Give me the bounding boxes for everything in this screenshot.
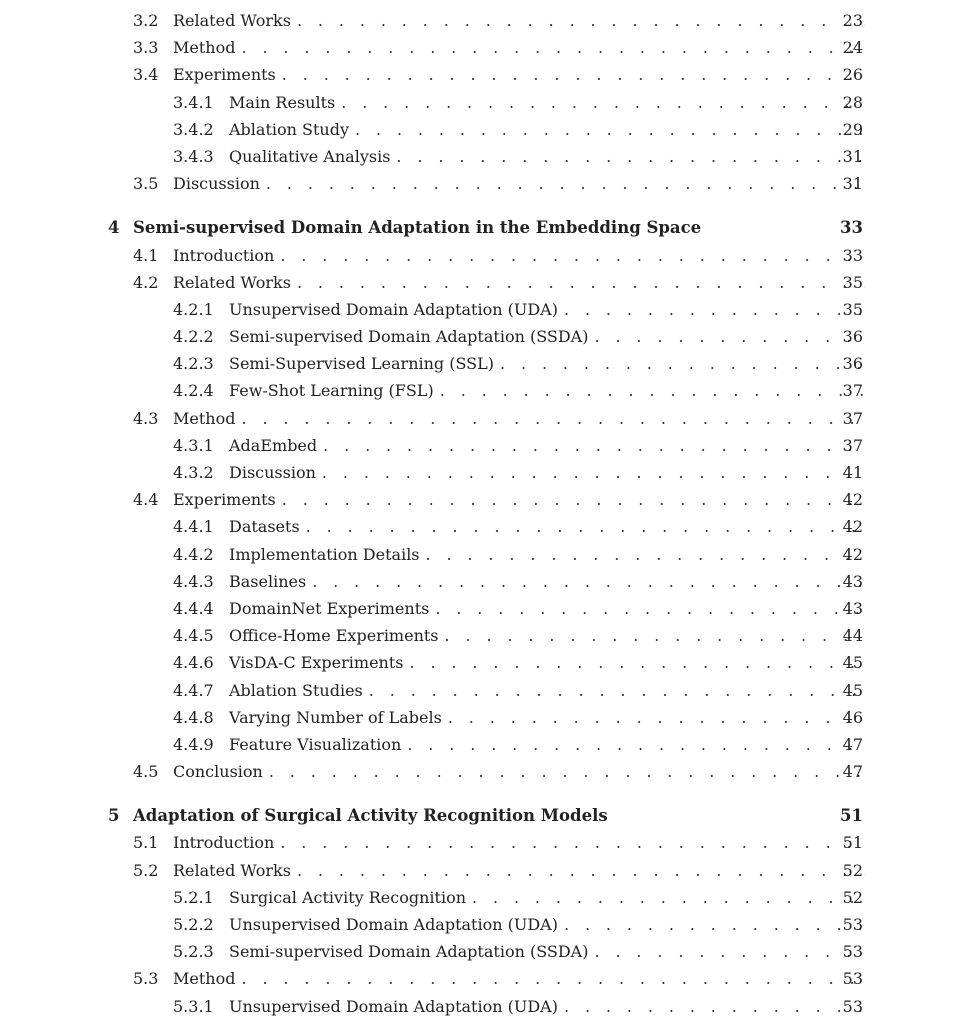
toc-entry-title: VisDA-C Experiments [229, 649, 409, 676]
toc-entry-title: Unsupervised Domain Adaptation (UDA) [229, 911, 564, 938]
dot-leader [369, 677, 865, 704]
toc-entry-title: Implementation Details [229, 541, 426, 568]
toc-entry-number: 5.2.1 [173, 887, 214, 907]
toc-entry-title-wrap [229, 677, 865, 704]
toc-entry-subsection[interactable] [0, 938, 965, 965]
toc-entry-page-number: 47 [842, 762, 863, 782]
dot-leader [445, 622, 865, 649]
toc-entry-title: Discussion [229, 459, 322, 486]
dot-leader [500, 350, 865, 377]
toc-entry-page-number: 44 [842, 626, 863, 646]
toc-entry-title: Few-Shot Learning (FSL) [229, 377, 440, 404]
toc-entry-page-number: 29 [842, 119, 863, 139]
toc-entry-page-number: 51 [840, 806, 863, 826]
dot-leader [594, 938, 865, 965]
toc-entry-subsection[interactable] [0, 459, 965, 486]
toc-entry-title-wrap [229, 323, 865, 350]
toc-entry-number: 3.4.1 [173, 92, 214, 112]
toc-entry-page-number: 37 [842, 381, 863, 401]
chapter-spacer [0, 785, 965, 802]
toc-entry-title-wrap [173, 486, 865, 513]
toc-entry-title: Discussion [173, 170, 266, 197]
dot-leader [355, 116, 865, 143]
toc-entry-number: 3.5 [133, 174, 159, 194]
toc-entry-subsection[interactable] [0, 884, 965, 911]
dot-leader [282, 486, 865, 513]
toc-entry-title-wrap [133, 214, 865, 241]
toc-entry-page-number: 23 [842, 11, 863, 30]
table-of-contents [0, 7, 965, 1020]
dot-leader [269, 758, 865, 785]
toc-entry-subsection[interactable] [0, 89, 965, 116]
toc-entry-title: Ablation Studies [229, 677, 369, 704]
dot-leader [266, 170, 865, 197]
dot-leader [594, 323, 865, 350]
toc-entry-subsection[interactable] [0, 116, 965, 143]
toc-entry-number: 4.2.1 [173, 299, 214, 319]
toc-entry-number: 5.3.1 [173, 996, 214, 1016]
toc-entry-number: 4.3.2 [173, 463, 214, 482]
dot-leader [241, 405, 865, 432]
toc-entry-title-wrap [229, 541, 865, 568]
chapter-spacer [0, 197, 965, 214]
dot-leader [472, 884, 865, 911]
toc-entry-page-number: 47 [842, 734, 863, 754]
toc-entry-title: Related Works [173, 269, 297, 296]
toc-entry-page-number: 24 [842, 38, 863, 58]
dot-leader [241, 34, 865, 61]
toc-entry-page-number: 28 [842, 92, 863, 112]
dot-leader [306, 513, 865, 540]
toc-entry-title: Unsupervised Domain Adaptation (UDA) [229, 296, 564, 323]
toc-entry-number: 5.2.3 [173, 942, 214, 962]
toc-entry-title-wrap [229, 884, 865, 911]
dot-leader [297, 857, 865, 884]
toc-entry-number: 4.1 [133, 245, 159, 265]
toc-entry-section[interactable] [0, 857, 965, 884]
toc-entry-title-wrap [173, 7, 865, 34]
toc-entry-subsection[interactable] [0, 377, 965, 404]
toc-entry-title-wrap [229, 350, 865, 377]
toc-entry-page-number: 52 [842, 887, 863, 907]
toc-entry-page-number: 35 [842, 299, 863, 319]
toc-entry-page-number: 53 [842, 915, 863, 934]
toc-entry-title-wrap [173, 170, 865, 197]
toc-entry-title-wrap [229, 459, 865, 486]
toc-entry-number: 5.2.2 [173, 915, 214, 934]
toc-entry-section[interactable] [0, 269, 965, 296]
toc-entry-number: 4.4.8 [173, 707, 214, 727]
toc-entry-number: 4.3.1 [173, 435, 214, 455]
toc-entry-subsection[interactable] [0, 622, 965, 649]
toc-entry-page-number: 35 [842, 272, 863, 292]
toc-entry-title-wrap [173, 61, 865, 88]
dot-leader [241, 965, 865, 992]
toc-entry-number: 3.4.2 [173, 119, 214, 139]
toc-entry-title: Surgical Activity Recognition [229, 884, 472, 911]
toc-entry-page-number: 33 [840, 218, 863, 238]
toc-entry-page-number: 53 [842, 996, 863, 1016]
toc-entry-title: DomainNet Experiments [229, 595, 435, 622]
toc-entry-title: Feature Visualization [229, 731, 407, 758]
toc-entry-subsection[interactable] [0, 432, 965, 459]
toc-entry-number: 5.1 [133, 833, 159, 853]
toc-entry-number: 3.4.3 [173, 146, 214, 166]
toc-entry-number: 4 [108, 218, 120, 238]
toc-entry-title: AdaEmbed [229, 432, 323, 459]
toc-entry-subsection[interactable] [0, 350, 965, 377]
toc-entry-page-number: 31 [842, 174, 863, 194]
toc-entry-subsection[interactable] [0, 541, 965, 568]
dot-leader [312, 568, 865, 595]
toc-entry-title: Method [173, 965, 241, 992]
toc-entry-title: Method [173, 405, 241, 432]
toc-entry-title: Introduction [173, 242, 280, 269]
toc-entry-title: Main Results [229, 89, 341, 116]
toc-entry-page-number: 52 [842, 860, 863, 880]
toc-entry-number: 3.2 [133, 11, 159, 30]
toc-entry-section[interactable] [0, 405, 965, 432]
toc-entry-title-wrap [173, 269, 865, 296]
toc-entry-subsection[interactable] [0, 568, 965, 595]
toc-entry-title: Varying Number of Labels [229, 704, 448, 731]
toc-entry-number: 4.4.2 [173, 544, 214, 564]
dot-leader [564, 296, 865, 323]
dot-leader [280, 829, 865, 856]
toc-entry-title-wrap [133, 802, 865, 829]
dot-leader [322, 459, 865, 486]
toc-entry-page-number: 36 [842, 327, 863, 347]
dot-leader [323, 432, 865, 459]
dot-leader [282, 61, 865, 88]
toc-entry-subsection[interactable] [0, 993, 965, 1020]
toc-entry-title: Semi-supervised Domain Adaptation (SSDA) [229, 938, 594, 965]
dot-leader [564, 993, 865, 1020]
toc-entry-title-wrap [229, 568, 865, 595]
toc-entry-title: Semi-Supervised Learning (SSL) [229, 350, 500, 377]
toc-entry-section[interactable] [0, 829, 965, 856]
toc-entry-title: Baselines [229, 568, 312, 595]
dot-leader [564, 911, 865, 938]
toc-entry-title: Ablation Study [229, 116, 355, 143]
dot-leader [341, 89, 865, 116]
toc-entry-number: 3.3 [133, 38, 159, 58]
toc-entry-title: Related Works [173, 857, 297, 884]
dot-leader [435, 595, 865, 622]
toc-entry-title-wrap [173, 758, 865, 785]
toc-entry-subsection[interactable] [0, 595, 965, 622]
toc-entry-number: 4.4.5 [173, 626, 214, 646]
toc-entry-section[interactable] [0, 7, 965, 34]
toc-entry-title: Unsupervised Domain Adaptation (UDA) [229, 993, 564, 1020]
toc-entry-title-wrap [229, 731, 865, 758]
toc-entry-section[interactable] [0, 965, 965, 992]
toc-entry-title-wrap [229, 89, 865, 116]
dot-leader [297, 269, 865, 296]
toc-entry-title-wrap [229, 993, 865, 1020]
toc-entry-title: Experiments [173, 486, 282, 513]
toc-entry-subsection[interactable] [0, 513, 965, 540]
toc-entry-page-number: 37 [842, 435, 863, 455]
toc-entry-page-number: 42 [842, 490, 863, 510]
toc-entry-subsection[interactable] [0, 677, 965, 704]
toc-entry-title-wrap [173, 405, 865, 432]
toc-entry-title-wrap [229, 296, 865, 323]
toc-entry-page-number: 45 [842, 653, 863, 673]
toc-entry-page-number: 42 [842, 544, 863, 564]
toc-entry-subsection[interactable] [0, 649, 965, 676]
toc-entry-number: 5.2 [133, 860, 159, 880]
toc-entry-title-wrap [173, 965, 865, 992]
toc-entry-number: 4.5 [133, 762, 159, 782]
toc-entry-subsection[interactable] [0, 143, 965, 170]
toc-entry-page-number: 26 [842, 65, 863, 85]
toc-entry-number: 4.4.1 [173, 517, 214, 537]
dot-leader [280, 242, 865, 269]
toc-entry-title: Semi-supervised Domain Adaptation in the Embedding Space [133, 214, 707, 241]
toc-entry-page-number: 43 [842, 598, 863, 618]
toc-entry-number: 4.2 [133, 272, 159, 292]
dot-leader [440, 377, 865, 404]
toc-entry-title: Experiments [173, 61, 282, 88]
dot-leader [426, 541, 865, 568]
toc-entry-page-number: 46 [842, 707, 863, 727]
dot-leader [407, 731, 865, 758]
dot-leader [409, 649, 865, 676]
toc-entry-number: 4.2.3 [173, 354, 214, 374]
toc-entry-title-wrap [173, 242, 865, 269]
toc-entry-title: Introduction [173, 829, 280, 856]
dot-leader [448, 704, 865, 731]
toc-entry-title-wrap [229, 432, 865, 459]
toc-entry-number: 4.3 [133, 408, 159, 428]
toc-entry-number: 4.2.4 [173, 381, 214, 401]
toc-entry-number: 4.2.2 [173, 327, 214, 347]
toc-entry-subsection[interactable] [0, 704, 965, 731]
toc-entry-section[interactable] [0, 34, 965, 61]
toc-entry-title-wrap [229, 143, 865, 170]
toc-entry-chapter[interactable] [0, 802, 965, 829]
toc-entry-section[interactable] [0, 61, 965, 88]
toc-entry-title-wrap [229, 116, 865, 143]
toc-entry-title: Semi-supervised Domain Adaptation (SSDA) [229, 323, 594, 350]
toc-entry-section[interactable] [0, 170, 965, 197]
toc-entry-section[interactable] [0, 486, 965, 513]
toc-entry-page-number: 53 [842, 969, 863, 989]
toc-entry-section[interactable] [0, 758, 965, 785]
toc-entry-subsection[interactable] [0, 731, 965, 758]
toc-entry-page-number: 45 [842, 680, 863, 700]
toc-entry-title-wrap [229, 938, 865, 965]
toc-entry-number: 4.4.3 [173, 571, 214, 591]
toc-entry-number: 4.4 [133, 490, 159, 510]
toc-entry-section[interactable] [0, 242, 965, 269]
toc-entry-page-number: 36 [842, 354, 863, 374]
toc-entry-chapter[interactable] [0, 214, 965, 241]
toc-entry-title-wrap [173, 34, 865, 61]
toc-entry-title: Conclusion [173, 758, 269, 785]
toc-entry-title-wrap [229, 595, 865, 622]
toc-entry-number: 4.4.9 [173, 734, 214, 754]
toc-entry-number: 5 [108, 806, 120, 826]
toc-entry-page-number: 43 [842, 571, 863, 591]
toc-entry-number: 4.4.4 [173, 598, 214, 618]
toc-entry-title-wrap [229, 649, 865, 676]
toc-entry-title-wrap [173, 829, 865, 856]
toc-entry-title-wrap [229, 513, 865, 540]
toc-entry-page-number: 51 [842, 833, 863, 853]
dot-leader [297, 7, 865, 34]
toc-entry-page-number: 53 [842, 942, 863, 962]
toc-entry-number: 3.4 [133, 65, 159, 85]
toc-entry-number: 4.4.7 [173, 680, 214, 700]
toc-entry-subsection[interactable] [0, 323, 965, 350]
toc-entry-title: Datasets [229, 513, 306, 540]
toc-entry-title: Method [173, 34, 241, 61]
toc-entry-page-number: 31 [842, 146, 863, 166]
toc-entry-title-wrap [173, 857, 865, 884]
toc-entry-subsection[interactable] [0, 296, 965, 323]
toc-entry-title-wrap [229, 911, 865, 938]
toc-entry-title: Related Works [173, 7, 297, 34]
toc-entry-subsection[interactable] [0, 911, 965, 938]
toc-entry-title-wrap [229, 377, 865, 404]
toc-entry-title: Qualitative Analysis [229, 143, 396, 170]
toc-entry-page-number: 37 [842, 408, 863, 428]
toc-entry-number: 4.4.6 [173, 653, 214, 673]
toc-entry-title: Adaptation of Surgical Activity Recognition Models [133, 802, 614, 829]
toc-entry-title: Office-Home Experiments [229, 622, 445, 649]
toc-entry-page-number: 33 [842, 245, 863, 265]
toc-entry-page-number: 42 [842, 517, 863, 537]
toc-entry-title-wrap [229, 622, 865, 649]
toc-entry-title-wrap [229, 704, 865, 731]
dot-leader [396, 143, 865, 170]
toc-entry-number: 5.3 [133, 969, 159, 989]
toc-entry-page-number: 41 [842, 463, 863, 482]
